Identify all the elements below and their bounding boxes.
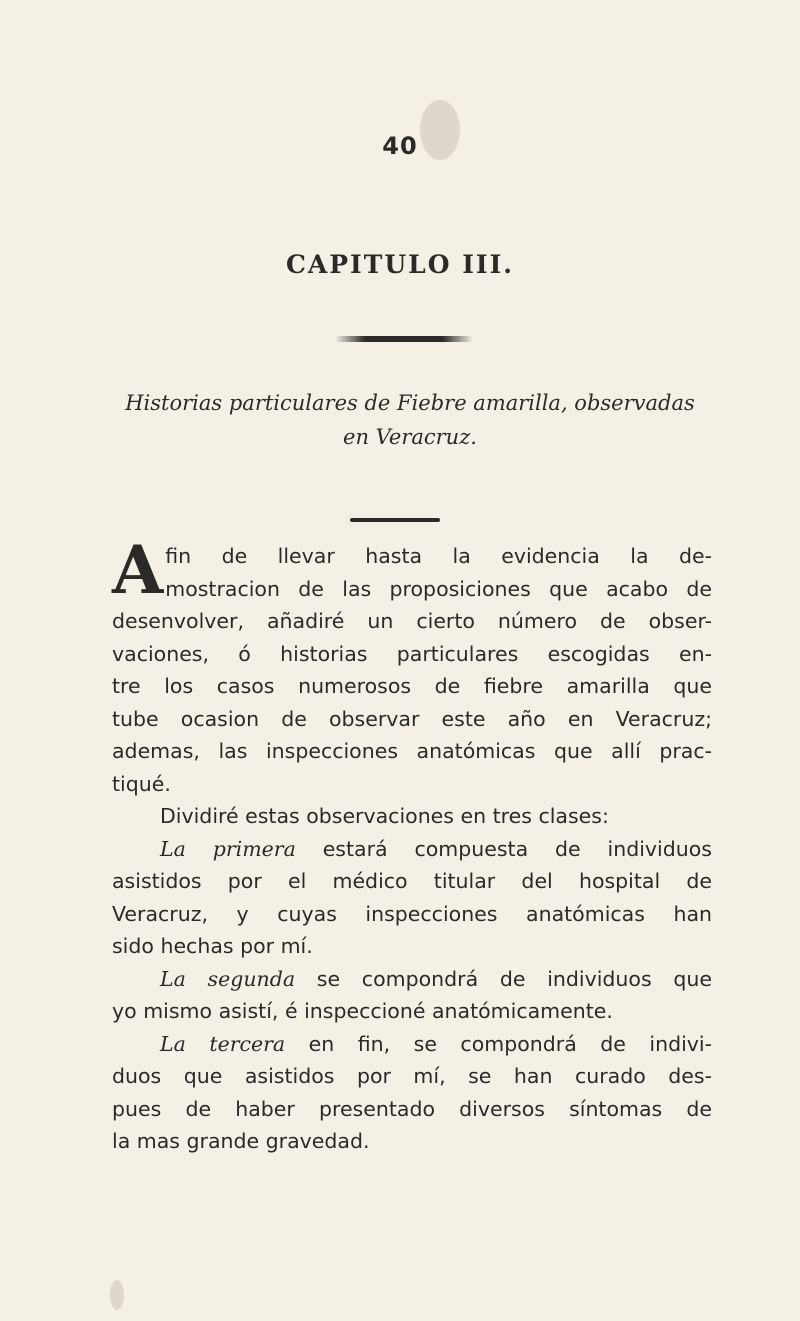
paragraph-3-line: sido hechas por mí. (112, 934, 313, 958)
paragraph-1-line: desenvolver, añadiré un cierto número de obser- (112, 609, 712, 633)
ornamental-rule (335, 336, 473, 342)
chapter-heading: CAPITULO III. (285, 250, 515, 279)
paragraph-5-line: pues de haber presentado diversos síntomas de (112, 1096, 712, 1121)
paragraph-5-line-1: La tercera en fin, se compondrá de indivi- (160, 1031, 712, 1056)
paragraph-1-line: mostracion de las proposiciones que acabo de (165, 576, 712, 601)
paragraph-2-line: Dividiré estas observaciones en tres clases: (160, 804, 609, 828)
paragraph-3-line-1: La primera estará compuesta de individuos (160, 836, 712, 861)
chapter-subtitle (90, 386, 730, 454)
paragraph-1-line-1: Afin de llevar hasta la evidencia la de- (112, 531, 712, 609)
paragraph-5-line: la mas grande gravedad. (112, 1129, 370, 1153)
paragraph-4-line-1: La segunda se compondrá de individuos que (160, 966, 712, 991)
subtitle-line-2: en Veracruz. (343, 425, 477, 449)
drop-cap: A (112, 531, 164, 609)
page-number: 40 (382, 132, 418, 160)
paragraph-3-lead: La primera (160, 836, 296, 861)
paragraph-4-lead: La segunda (160, 966, 296, 991)
paragraph-5-lead: La tercera (160, 1031, 286, 1056)
paragraph-1-line: vaciones, ó historias particulares escogidas en- (112, 641, 712, 666)
paper-stain (110, 1280, 124, 1310)
paragraph-5-line: duos que asistidos por mí, se han curado des- (112, 1064, 712, 1088)
paragraph-1-line: tiqué. (112, 771, 171, 796)
paragraph-4-line: yo mismo asistí, é inspeccioné anatómicamente. (112, 999, 613, 1023)
paragraph-3-line: Veracruz, y cuyas inspecciones anatómicas han (112, 901, 712, 926)
section-divider (350, 518, 440, 522)
paragraph-1-line: tube ocasion de observar este año en Veracruz; (112, 706, 712, 731)
paragraph-3-line: asistidos por el médico titular del hospital de (112, 869, 712, 893)
body-text (112, 531, 712, 1158)
paragraph-1-line: tre los casos numerosos de fiebre amarilla que (112, 674, 712, 698)
paragraph-1-line: ademas, las inspecciones anatómicas que allí prac- (112, 739, 712, 763)
paper-stain (420, 100, 460, 160)
subtitle-line-1: Historias particulares de Fiebre amarilla, observadas (125, 391, 695, 415)
